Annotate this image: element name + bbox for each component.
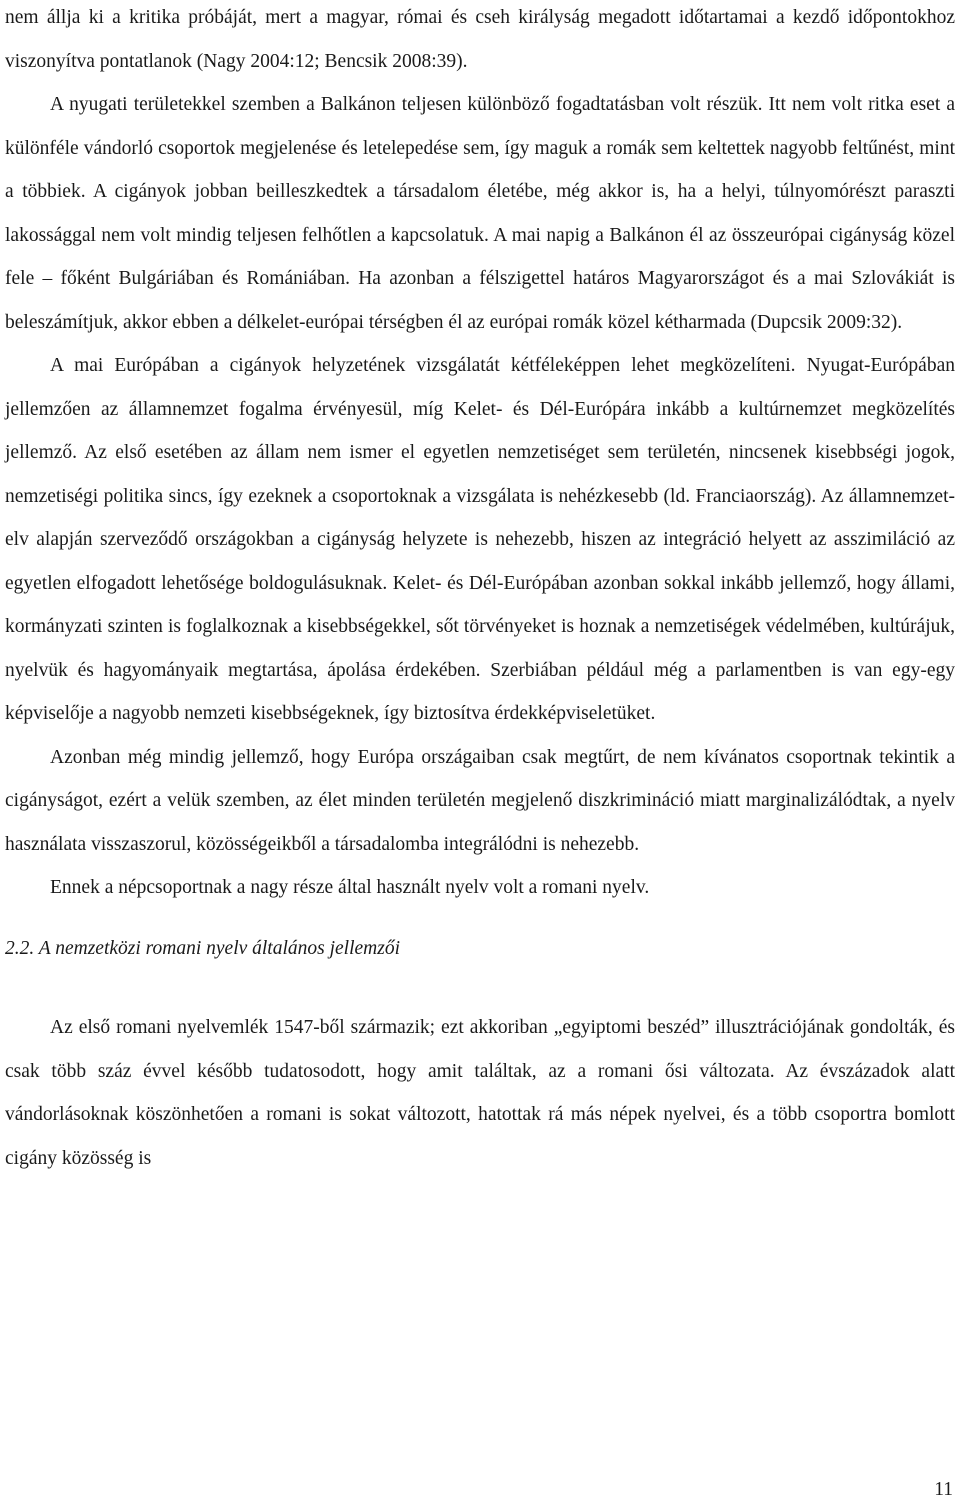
paragraph-romani-language: Ennek a népcsoportnak a nagy része által használt nyelv volt a romani nyelv.: [50, 877, 650, 898]
section-heading: 2.2. A nemzetközi romani nyelv általános jellemzői: [5, 937, 401, 959]
heading-spacer: [5, 970, 955, 1006]
paragraph-first-record: Az első romani nyelvemlék 1547-ből származik; ezt akkoriban „egyiptomi beszéd” illusztrációjának gondolták, és csak több száz évvel később tudatosodott, hogy amit találtak, az a romani ősi változata. Az évszázadok alatt vándorlásoknak köszönhetően a romani is sokat változott, hatottak rá más népek nyelvei, és a több csoportra bomlott cigány közösség is: [5, 1017, 955, 1169]
document-page: [5, 0, 955, 1180]
paragraph-continuation: nem állja ki a kritika próbáját, mert a magyar, római és cseh királyság megadott időtartamai a kezdő időpontokhoz viszonyítva pontatlanok (Nagy 2004:12; Bencsik 2008:39).: [5, 7, 955, 72]
page-number: 11: [934, 1479, 953, 1500]
paragraph-balkan: A nyugati területekkel szemben a Balkánon teljesen különböző fogadtatásban volt részük. Itt nem volt ritka eset a különféle vándorló csoportok megjelenése és letelepedése sem, így maguk a romák sem keltettek nagyobb feltűnést, mint a többiek. A cigányok jobban beilleszkedtek a társadalom életébe, még akkor is, ha a helyi, túlnyomórészt paraszti lakossággal nem volt mindig teljesen felhőtlen a kapcsolatuk. A mai napig a Balkánon él az összeurópai cigányság közel fele – főként Bulgáriában és Romániában. Ha azonban a félszigettel határos Magyarországot és a mai Szlovákiát is beleszámítjuk, akkor ebben a délkelet-európai térségben él az európai romák közel kétharmada (Dupcsik 2009:32).: [5, 94, 955, 333]
paragraph-europe-approaches: A mai Európában a cigányok helyzetének vizsgálatát kétféleképpen lehet megközelíteni. Nyugat-Európában jellemzően az államnemzet fogalma érvényesül, míg Kelet- és Dél-Európára inkább a kultúrnemzet megközelítés jellemző. Az első esetében az állam nem ismer el egyetlen nemzetiséget sem területén, nincsenek kisebbségi jogok, nemzetiségi politika sincs, így ezeknek a csoportoknak a vizsgálata is nehézkesebb (ld. Franciaország). Az államnemzet-elv alapján szerveződő országokban a cigányság helyzete is nehezebb, hiszen az integráció helyett az asszimiláció az egyetlen elfogadott lehetősége boldogulásuknak. Kelet- és Dél-Európában azonban sokkal inkább jellemző, hogy állami, kormányzati szinten is foglalkoznak a kisebbségekkel, sőt törvényeket is hoznak a nemzetiségek védelmében, kultúrájuk, nyelvük és hagyományaik megtartása, ápolása érdekében. Szerbiában például még a parlamentben is van egy-egy képviselője a nagyobb nemzeti kisebbségeknek, így biztosítva érdekképviseletüket.: [5, 355, 955, 724]
paragraph-discrimination: Azonban még mindig jellemző, hogy Európa országaiban csak megtűrt, de nem kívánatos csoportnak tekintik a cigányságot, ezért a velük szemben, az élet minden területén megjelenő diszkrimináció miatt marginalizálódtak, a nyelv használata visszaszorul, közösségeikből a társadalomba integrálódni is nehezebb.: [5, 746, 955, 855]
